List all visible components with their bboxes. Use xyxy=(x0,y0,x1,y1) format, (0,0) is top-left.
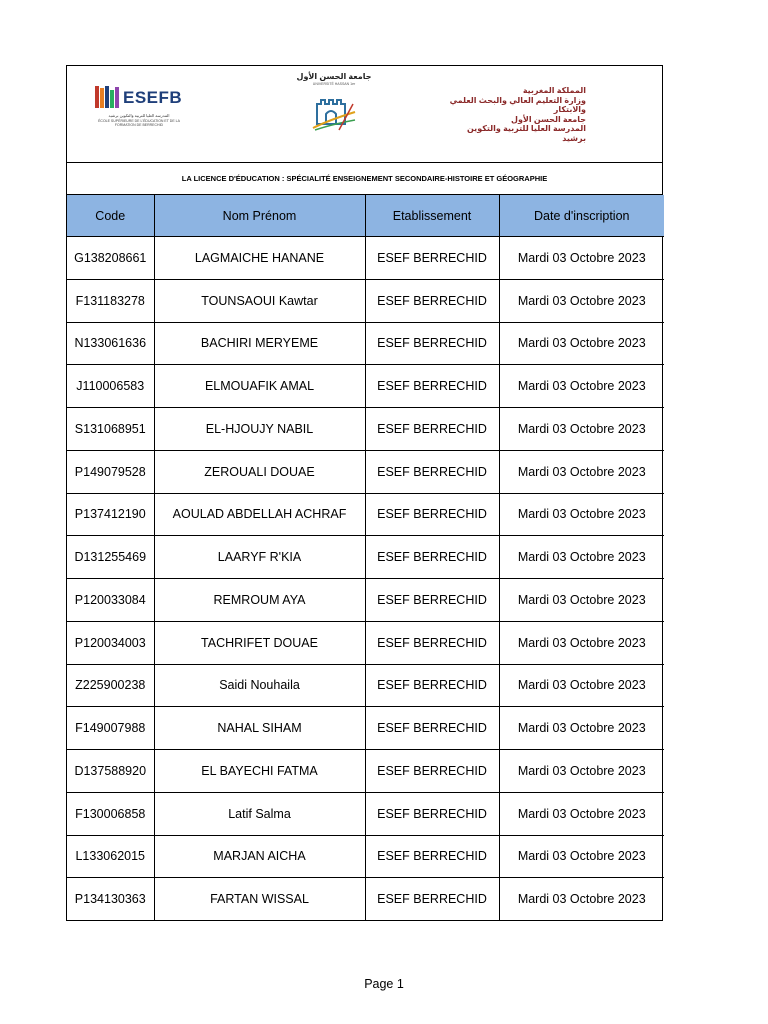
cell-code: S131068951 xyxy=(67,408,154,451)
esefb-arabic-name: المدرسة العليا للتربية والتكوين برشيد xyxy=(108,113,170,118)
cell-date: Mardi 03 Octobre 2023 xyxy=(499,878,664,920)
cell-code: P120033084 xyxy=(67,579,154,622)
university-logo xyxy=(295,72,373,136)
cell-institution: ESEF BERRECHID xyxy=(365,279,499,322)
cell-date: Mardi 03 Octobre 2023 xyxy=(499,621,664,664)
cell-name: NAHAL SIHAM xyxy=(154,707,365,750)
cell-date: Mardi 03 Octobre 2023 xyxy=(499,579,664,622)
cell-name: MARJAN AICHA xyxy=(154,835,365,878)
cell-institution: ESEF BERRECHID xyxy=(365,365,499,408)
cell-code: J110006583 xyxy=(67,365,154,408)
books-icon xyxy=(95,86,121,108)
table-row xyxy=(67,450,664,493)
esefb-logo xyxy=(93,84,183,144)
ministry-line: والابتكار xyxy=(553,105,586,114)
column-header-date: Date d'inscription xyxy=(499,195,664,237)
cell-name: EL-HJOUJY NABIL xyxy=(154,408,365,451)
cell-code: D137588920 xyxy=(67,750,154,793)
document-title: LA LICENCE D'ÉDUCATION : SPÉCIALITÉ ENSEIGNEMENT SECONDAIRE-HISTOIRE ET GÉOGRAPHIE xyxy=(67,163,662,195)
cell-institution: ESEF BERRECHID xyxy=(365,835,499,878)
table-row xyxy=(67,707,664,750)
cell-name: ELMOUAFIK AMAL xyxy=(154,365,365,408)
table-body xyxy=(67,237,664,921)
cell-code: D131255469 xyxy=(67,536,154,579)
cell-institution: ESEF BERRECHID xyxy=(365,579,499,622)
cell-institution: ESEF BERRECHID xyxy=(365,750,499,793)
cell-date: Mardi 03 Octobre 2023 xyxy=(499,408,664,451)
cell-date: Mardi 03 Octobre 2023 xyxy=(499,237,664,280)
letterhead xyxy=(67,66,662,163)
table-row xyxy=(67,536,664,579)
cell-institution: ESEF BERRECHID xyxy=(365,664,499,707)
table-row xyxy=(67,878,664,920)
table-row xyxy=(67,493,664,536)
cell-code: N133061636 xyxy=(67,322,154,365)
cell-code: P149079528 xyxy=(67,450,154,493)
cell-date: Mardi 03 Octobre 2023 xyxy=(499,365,664,408)
table-row xyxy=(67,322,664,365)
cell-name: AOULAD ABDELLAH ACHRAF xyxy=(154,493,365,536)
cell-institution: ESEF BERRECHID xyxy=(365,536,499,579)
cell-institution: ESEF BERRECHID xyxy=(365,237,499,280)
university-arabic-name: جامعة الحسن الأول xyxy=(296,72,372,81)
cell-institution: ESEF BERRECHID xyxy=(365,408,499,451)
ministry-heading xyxy=(426,86,586,143)
table-row xyxy=(67,579,664,622)
column-header-code: Code xyxy=(67,195,154,237)
cell-date: Mardi 03 Octobre 2023 xyxy=(499,664,664,707)
esefb-wordmark: ESEFB xyxy=(123,88,183,107)
ministry-line: جامعة الحسن الأول xyxy=(511,114,586,124)
table-row xyxy=(67,835,664,878)
cell-code: P137412190 xyxy=(67,493,154,536)
table-row xyxy=(67,279,664,322)
cell-date: Mardi 03 Octobre 2023 xyxy=(499,536,664,579)
cell-code: L133062015 xyxy=(67,835,154,878)
table-row xyxy=(67,792,664,835)
cell-name: Saidi Nouhaila xyxy=(154,664,365,707)
ministry-line: وزارة التعليم العالي والبحث العلمي xyxy=(449,95,586,105)
cell-name: EL BAYECHI FATMA xyxy=(154,750,365,793)
cell-date: Mardi 03 Octobre 2023 xyxy=(499,493,664,536)
cell-code: G138208661 xyxy=(67,237,154,280)
cell-date: Mardi 03 Octobre 2023 xyxy=(499,792,664,835)
table-row xyxy=(67,365,664,408)
cell-date: Mardi 03 Octobre 2023 xyxy=(499,835,664,878)
cell-code: F131183278 xyxy=(67,279,154,322)
cell-institution: ESEF BERRECHID xyxy=(365,878,499,920)
cell-date: Mardi 03 Octobre 2023 xyxy=(499,450,664,493)
cell-date: Mardi 03 Octobre 2023 xyxy=(499,750,664,793)
cell-institution: ESEF BERRECHID xyxy=(365,322,499,365)
cell-name: TOUNSAOUI Kawtar xyxy=(154,279,365,322)
cell-name: TACHRIFET DOUAE xyxy=(154,621,365,664)
cell-code: Z225900238 xyxy=(67,664,154,707)
cell-institution: ESEF BERRECHID xyxy=(365,792,499,835)
university-french-name: UNIVERSITÉ HASSAN 1er xyxy=(312,82,356,86)
cell-name: BACHIRI MERYEME xyxy=(154,322,365,365)
cell-name: REMROUM AYA xyxy=(154,579,365,622)
cell-code: F130006858 xyxy=(67,792,154,835)
cell-institution: ESEF BERRECHID xyxy=(365,707,499,750)
table-row xyxy=(67,237,664,280)
column-header-name: Nom Prénom xyxy=(154,195,365,237)
cell-code: F149007988 xyxy=(67,707,154,750)
cell-date: Mardi 03 Octobre 2023 xyxy=(499,279,664,322)
cell-code: P120034003 xyxy=(67,621,154,664)
cell-name: Latif Salma xyxy=(154,792,365,835)
cell-date: Mardi 03 Octobre 2023 xyxy=(499,707,664,750)
document-sheet xyxy=(66,65,663,921)
esefb-french-name: ÉCOLE SUPÉRIEURE DE L'ÉDUCATION ET DE LA FORMATION DE BERRECHID xyxy=(98,118,180,127)
table-row xyxy=(67,664,664,707)
ministry-line: المملكة المغربية xyxy=(522,86,586,95)
column-header-institution: Etablissement xyxy=(365,195,499,237)
cell-name: ZEROUALI DOUAE xyxy=(154,450,365,493)
cell-institution: ESEF BERRECHID xyxy=(365,450,499,493)
cell-date: Mardi 03 Octobre 2023 xyxy=(499,322,664,365)
cell-name: LAGMAICHE HANANE xyxy=(154,237,365,280)
table-header-row xyxy=(67,195,664,237)
cell-code: P134130363 xyxy=(67,878,154,920)
table-row xyxy=(67,621,664,664)
table-row xyxy=(67,408,664,451)
cell-name: FARTAN WISSAL xyxy=(154,878,365,920)
cell-institution: ESEF BERRECHID xyxy=(365,493,499,536)
ministry-line: المدرسة العليا للتربية والتكوين xyxy=(466,124,586,133)
cell-name: LAARYF R'KIA xyxy=(154,536,365,579)
university-emblem-icon xyxy=(309,90,359,132)
page-number: Page 1 xyxy=(364,977,404,991)
table-row xyxy=(67,750,664,793)
registration-table xyxy=(67,195,664,920)
ministry-line: برشيد xyxy=(562,133,586,143)
cell-institution: ESEF BERRECHID xyxy=(365,621,499,664)
